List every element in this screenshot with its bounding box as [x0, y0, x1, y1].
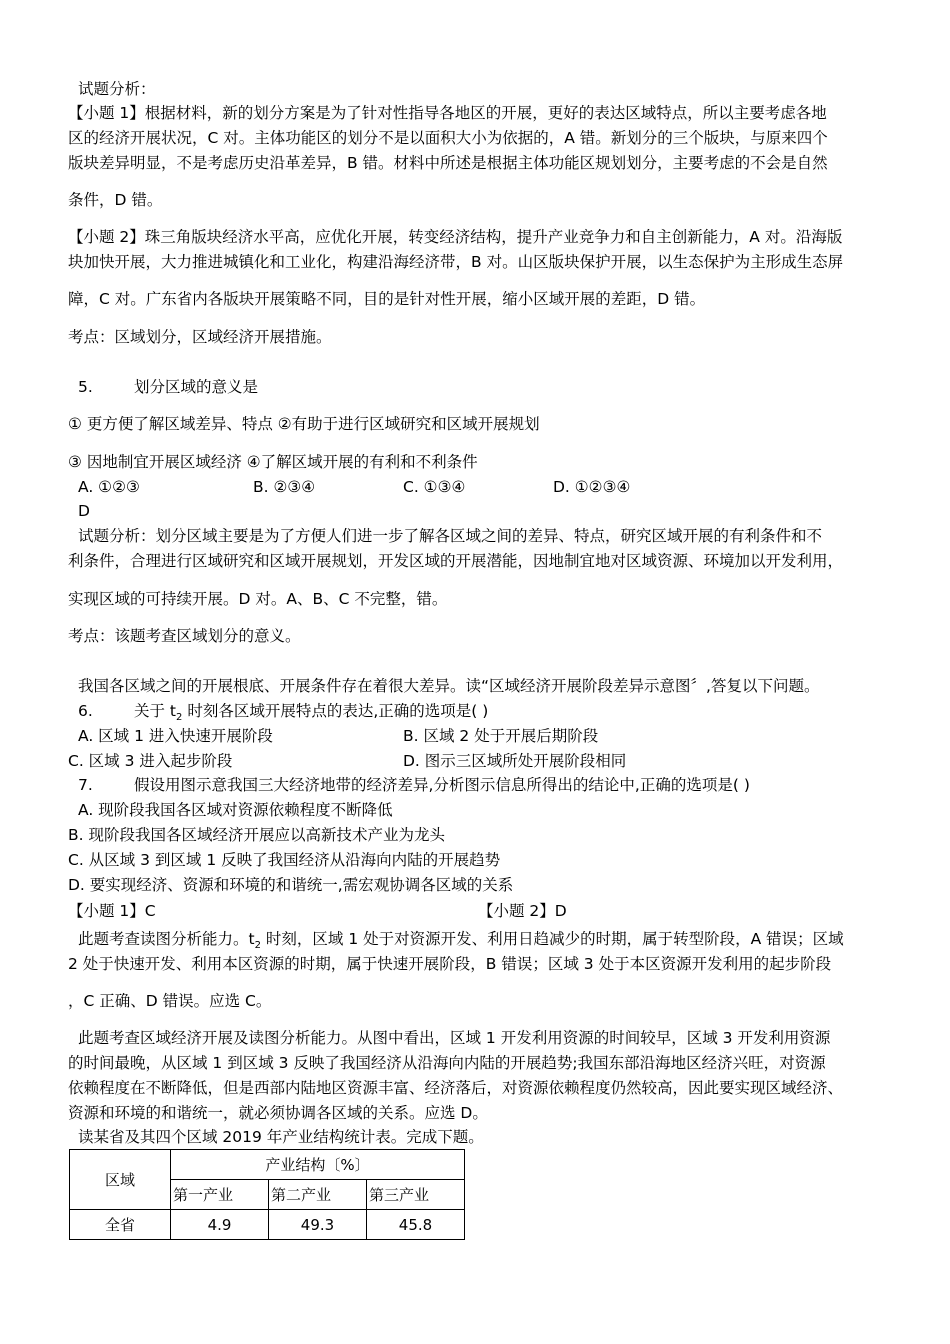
analysis-line: 的时间最晚，从区域 1 到区域 3 反映了我国经济从沿海向内陆的开展趋势;我国东部沿海地区经济兴旺，对资源 — [68, 1054, 826, 1072]
question-number: 6. — [78, 702, 93, 720]
table-header-col: 第三产业 — [367, 1180, 465, 1210]
question-number: 5. — [78, 378, 93, 396]
analysis-line: 资源和环境的和谐统一，就必须协调各区域的关系。应选 D。 — [68, 1104, 488, 1122]
option-a: A. ①②③ — [78, 478, 140, 496]
question-5 — [78, 377, 259, 397]
table-cell: 49.3 — [269, 1210, 367, 1240]
table-cell: 4.9 — [171, 1210, 269, 1240]
table-header-col: 第一产业 — [171, 1180, 269, 1210]
option-b: B. 区域 2 处于开展后期阶段 — [403, 727, 599, 745]
table-intro: 读某省及其四个区域 2019 年产业结构统计表。完成下题。 — [78, 1128, 484, 1146]
option-c: C. ①③④ — [403, 478, 466, 496]
table-header-group: 产业结构〔%〕 — [171, 1150, 465, 1180]
question-number: 7. — [78, 776, 93, 794]
analysis-line: 条件，D 错。 — [68, 191, 163, 209]
question-stem: 划分区域的意义是 — [134, 378, 259, 396]
question-items: ③ 因地制宜开展区域经济 ④了解区域开展的有利和不利条件 — [68, 453, 478, 471]
industry-structure-table — [69, 1149, 465, 1240]
analysis-line: 【小题 1】根据材料，新的划分方案是为了针对性指导各地区的开展，更好的表达区域特点，所以主要考虑各地 — [68, 104, 827, 122]
option-b: B. ②③④ — [253, 478, 316, 496]
table-header-region: 区域 — [70, 1150, 171, 1210]
option-d: D. 要实现经济、资源和环境的和谐统一,需宏观协调各区域的关系 — [68, 876, 514, 894]
question-stem: 关于 $t_2$ 时刻各区域开展特点的表达,正确的选项是( ) — [134, 702, 489, 724]
table-cell: 全省 — [70, 1210, 171, 1240]
analysis-line: 2 处于快速开发、利用本区资源的时期，属于快速开展阶段，B 错误；区域 3 处于本区资源开发利用的起步阶段 — [68, 955, 832, 973]
answer-letter: D — [78, 502, 90, 520]
kaodian-line: 考点：区域划分，区域经济开展措施。 — [68, 328, 332, 346]
analysis-line: 障，C 对。广东省内各版块开展策略不同，目的是针对性开展，缩小区域开展的差距，D 错。 — [68, 290, 706, 308]
analysis-line: 此题考查读图分析能力。$t_2$ 时刻，区域 1 处于对资源开发、利用日趋减少的时期，属于转型阶段，A 错误；区域 — [78, 930, 844, 952]
option-d: D. 图示三区域所处开展阶段相同 — [403, 752, 627, 770]
analysis-line: 区的经济开展状况，C 对。主体功能区的划分不是以面积大小为依据的，A 错。新划分的三个版块，与原来四个 — [68, 129, 828, 147]
analysis-line: 【小题 2】珠三角版块经济水平高，应优化开展，转变经济结构，提升产业竞争力和自主创新能力，A 对。沿海版 — [68, 228, 843, 246]
option-d: D. ①②③④ — [553, 478, 631, 496]
analysis-line: 试题分析：划分区域主要是为了方便人们进一步了解各区域之间的差异、特点，研究区域开展的有利条件和不 — [78, 527, 823, 545]
option-c: C. 从区域 3 到区域 1 反映了我国经济从沿海向内陆的开展趋势 — [68, 851, 501, 869]
option-c: C. 区域 3 进入起步阶段 — [68, 752, 233, 770]
answer-2: 【小题 2】D — [478, 902, 567, 920]
analysis-line: 此题考查区域经济开展及读图分析能力。从图中看出，区域 1 开发利用资源的时间较早，区域 3 开发利用资源 — [78, 1029, 831, 1047]
option-b: B. 现阶段我国各区域经济开展应以高新技术产业为龙头 — [68, 826, 445, 844]
analysis-line: ，C 正确、D 错误。应选 C。 — [68, 992, 272, 1010]
answer-1: 【小题 1】C — [68, 902, 156, 920]
table-header-col: 第二产业 — [269, 1180, 367, 1210]
kaodian-line: 考点：该题考查区域划分的意义。 — [68, 627, 301, 645]
question-7 — [78, 775, 750, 795]
question-items: ① 更方便了解区域差异、特点 ②有助于进行区域研究和区域开展规划 — [68, 415, 540, 433]
option-a: A. 现阶段我国各区域对资源依赖程度不断降低 — [78, 801, 393, 819]
passage-text: 我国各区域之间的开展根底、开展条件存在着很大差异。读“区域经济开展阶段差异示意图〞,答复以下问题。 — [78, 677, 820, 695]
analysis-line: 利条件，合理进行区域研究和区域开展规划，开发区域的开展潜能，因地制宜地对区域资源、环境加以开发利用， — [68, 552, 844, 570]
table-cell: 45.8 — [367, 1210, 465, 1240]
table-row — [70, 1210, 465, 1240]
analysis-line: 依赖程度在不断降低，但是西部内陆地区资源丰富、经济落后，对资源依赖程度仍然较高，因此要实现区域经济、 — [68, 1079, 844, 1097]
analysis-line: 块加快开展，大力推进城镇化和工业化，构建沿海经济带，B 对。山区版块保护开展，以生态保护为主形成生态屏 — [68, 253, 844, 271]
analysis-heading: 试题分析： — [78, 80, 156, 98]
question-6 — [78, 701, 489, 724]
analysis-line: 实现区域的可持续开展。D 对。A、B、C 不完整，错。 — [68, 590, 448, 608]
option-a: A. 区域 1 进入快速开展阶段 — [78, 727, 273, 745]
analysis-line: 版块差异明显，不是考虑历史沿革差异，B 错。材料中所述是根据主体功能区规划划分，主要考虑的不会是自然 — [68, 154, 828, 172]
question-stem: 假设用图示意我国三大经济地带的经济差异,分析图示信息所得出的结论中,正确的选项是( ) — [134, 776, 750, 794]
